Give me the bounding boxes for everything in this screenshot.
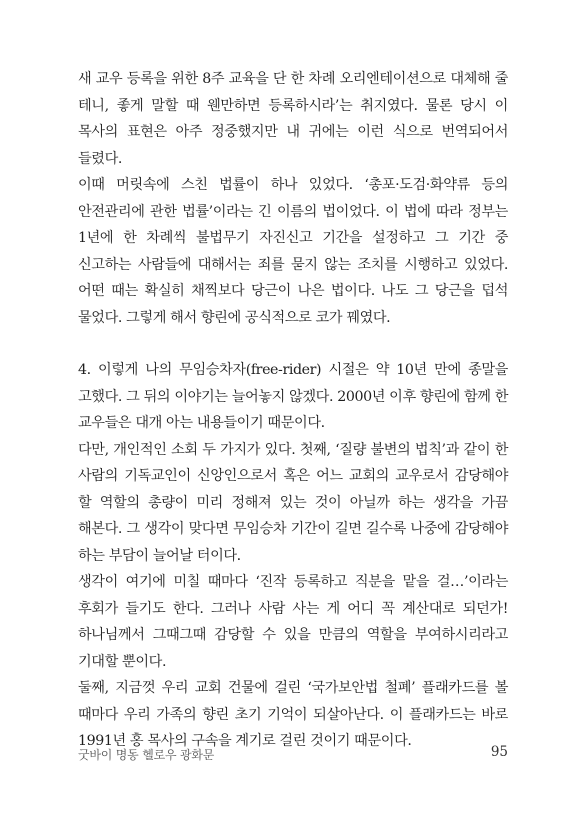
page-number: 95 [490,744,508,760]
paragraph-section-4: 4. 이렇게 나의 무임승차자(free-rider) 시절은 약 10년 만에 종말을 고했다. 그 뒤의 이야기는 늘어놓지 않겠다. 2000년 이후 향린에 함께 한 교우들은 대개 아는 내용들이기 때문이다. [78,362,508,431]
running-title: 굿바이 명동 헬로우 광화문 [78,748,215,762]
page-footer [78,744,508,764]
paragraph: 새 교우 등록을 위한 8주 교육을 단 한 차례 오리엔테이션으로 대체해 줄 테니, 좋게 말할 때 웬만하면 등록하시라’는 취지였다. 물론 당시 이 목사의 표현은 아주 정중했지만 내 귀에는 이런 식으로 번역되어서 들렸다. [78,71,508,167]
page-body [78,66,508,755]
paragraph: 생각이 여기에 미칠 때마다 ‘진작 등록하고 직분을 맡을 걸…’이라는 후회가 들기도 한다. 그러나 사람 사는 게 어디 꼭 계산대로 되던가! 하나님께서 그때그때 감당할 수 있을 만큼의 역할을 부여하시리라고 기대할 뿐이다. [78,574,508,670]
paragraph: 둘째, 지금껏 우리 교회 건물에 걸린 ‘국가보안법 철폐’ 플래카드를 볼 때마다 우리 가족의 향린 초기 기억이 되살아난다. 이 플래카드는 바로 1991년 홍 목사의 구속을 계기로 걸린 것이기 때문이다. [78,680,508,749]
paragraph: 이때 머릿속에 스친 법률이 하나 있었다. ‘총포·도검·화약류 등의 안전관리에 관한 법률’이라는 긴 이름의 법이었다. 이 법에 따라 정부는 1년에 한 차례씩 불법무기 자진신고 기간을 설정하고 그 기간 중 신고하는 사람들에 대해서는 죄를 묻지 않는 조치를 시행하고 있었다. 어떤 때는 확실히 채찍보다 당근이 나은 법이다. 나도 그 당근을 덥석 물었다. 그렇게 해서 향린에 공식적으로 코가 꿰였다. [78,177,508,326]
paragraph: 다만, 개인적인 소회 두 가지가 있다. 첫째, ‘질량 불변의 법칙’과 같이 한 사람의 기독교인이 신앙인으로서 혹은 어느 교회의 교우로서 감당해야 할 역할의 총량이 미리 정해져 있는 것이 아닐까 하는 생각을 가끔 해본다. 그 생각이 맞다면 무임승차 기간이 길면 길수록 나중에 감당해야 하는 부담이 늘어날 터이다. [78,441,508,564]
